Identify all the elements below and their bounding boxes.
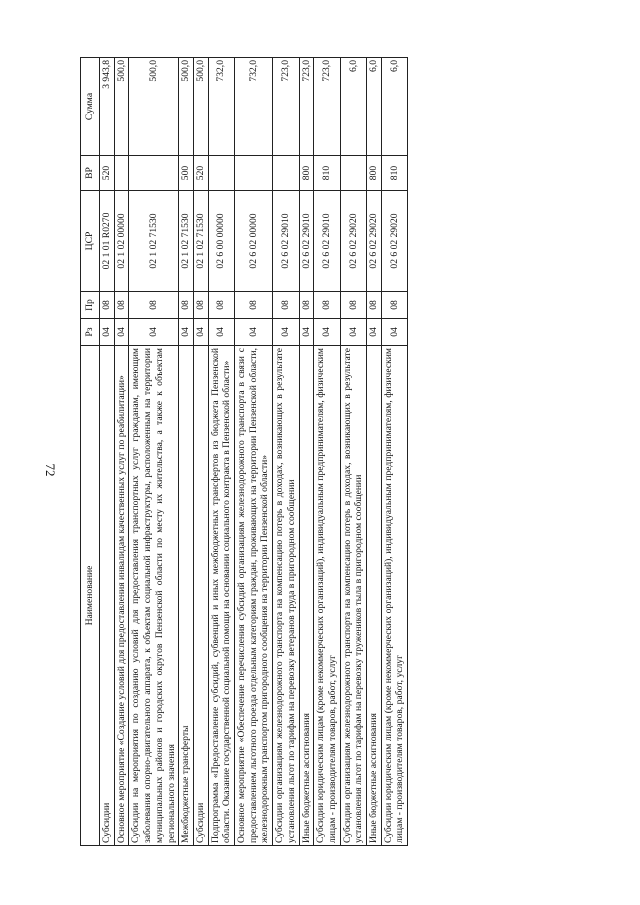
cell-csr: 02 1 02 71530 — [129, 191, 179, 292]
cell-rz: 04 — [100, 319, 115, 346]
cell-rz: 04 — [273, 319, 299, 346]
cell-pr: 08 — [314, 292, 340, 319]
cell-csr: 02 6 02 29020 — [381, 191, 407, 292]
cell-name: Основное мероприятие «Создание условий для предоставления инвалидам качественных услуг по реабилитации» — [114, 346, 129, 846]
cell-pr: 08 — [179, 292, 194, 319]
cell-pr: 08 — [208, 292, 234, 319]
cell-sum: 723,0 — [314, 58, 340, 156]
cell-rz: 04 — [179, 319, 194, 346]
table-row — [367, 58, 382, 846]
cell-csr: 02 6 00 00000 — [208, 191, 234, 292]
cell-csr: 02 6 02 29020 — [367, 191, 382, 292]
cell-name: Субсидии юридическим лицам (кроме некоммерческих организаций), индивидуальным предпринимателям, физическим лицам - производителям товаров, работ, услуг — [314, 346, 340, 846]
cell-name: Субсидии — [100, 346, 115, 846]
table-row — [299, 58, 314, 846]
header-sum: Сумма — [81, 58, 100, 156]
cell-vr — [273, 156, 299, 191]
cell-csr: 02 1 02 71530 — [179, 191, 194, 292]
table-header-row — [81, 58, 100, 846]
cell-name: Субсидии организациям железнодорожного транспорта на компенсацию потерь в доходах, возникающих в результате установления льгот по тарифам на перевозку ветеранов труда в пригородном сообщении — [273, 346, 299, 846]
table-row — [193, 58, 208, 846]
cell-rz: 04 — [314, 319, 340, 346]
cell-sum: 732,0 — [235, 58, 273, 156]
table-row — [381, 58, 407, 846]
cell-name: Субсидии — [193, 346, 208, 846]
cell-rz: 04 — [129, 319, 179, 346]
cell-pr: 08 — [235, 292, 273, 319]
cell-csr: 02 6 02 29010 — [273, 191, 299, 292]
cell-vr: 500 — [179, 156, 194, 191]
table-row — [235, 58, 273, 846]
cell-csr: 02 1 02 71530 — [193, 191, 208, 292]
table-row — [179, 58, 194, 846]
budget-table — [80, 57, 408, 846]
cell-sum: 723,0 — [273, 58, 299, 156]
cell-vr — [235, 156, 273, 191]
cell-vr: 810 — [381, 156, 407, 191]
cell-vr: 800 — [367, 156, 382, 191]
cell-vr — [114, 156, 129, 191]
cell-sum: 500,0 — [114, 58, 129, 156]
rotated-page-content — [80, 58, 574, 846]
cell-pr: 08 — [299, 292, 314, 319]
cell-rz: 04 — [367, 319, 382, 346]
cell-name: Основное мероприятие «Обеспечение перечисления субсидий организациям железнодорожного транспорта в связи с предоставлением льготного проезда отдельным категориям граждан, проживающих на территории Пензенской области, железнодорожным транспортом пригородного сообщения на территории Пензенской области» — [235, 346, 273, 846]
cell-name: Субсидии организациям железнодорожного транспорта на компенсацию потерь в доходах, возникающих в результате установления льгот по тарифам на перевозку тружеников тыла в пригородном сообщении — [340, 346, 366, 846]
cell-vr: 520 — [100, 156, 115, 191]
cell-name: Межбюджетные трансферты — [179, 346, 194, 846]
cell-pr: 08 — [340, 292, 366, 319]
cell-sum: 732,0 — [208, 58, 234, 156]
header-vr: ВР — [81, 156, 100, 191]
cell-rz: 04 — [299, 319, 314, 346]
cell-sum: 723,0 — [299, 58, 314, 156]
cell-name: Иные бюджетные ассигнования — [299, 346, 314, 846]
budget-table-area — [80, 58, 574, 846]
cell-csr: 02 6 02 00000 — [235, 191, 273, 292]
header-csr: ЦСР — [81, 191, 100, 292]
page-number: 72 — [43, 463, 58, 477]
cell-sum: 6,0 — [340, 58, 366, 156]
header-name: Наименование — [81, 346, 100, 846]
cell-name: Субсидии юридическим лицам (кроме некоммерческих организаций), индивидуальным предпринимателям, физическим лицам - производителям товаров, работ, услуг — [381, 346, 407, 846]
cell-name: Иные бюджетные ассигнования — [367, 346, 382, 846]
cell-rz: 04 — [193, 319, 208, 346]
table-row — [100, 58, 115, 846]
cell-sum: 500,0 — [193, 58, 208, 156]
cell-csr: 02 6 02 29010 — [299, 191, 314, 292]
header-rz: Рз — [81, 319, 100, 346]
table-row — [314, 58, 340, 846]
cell-rz: 04 — [208, 319, 234, 346]
table-row — [208, 58, 234, 846]
cell-vr — [129, 156, 179, 191]
table-row — [129, 58, 179, 846]
cell-sum: 500,0 — [179, 58, 194, 156]
cell-rz: 04 — [381, 319, 407, 346]
cell-vr: 520 — [193, 156, 208, 191]
cell-sum: 500,0 — [129, 58, 179, 156]
cell-name: Субсидии на мероприятия по созданию условий для предоставления транспортных услуг гражданам, имеющим заболевания опорно-двигательного аппарата, к объектам социальной инфраструктуры, расположенным на территории муниципальных районов и городских округов Пензенской области по месту их жительства, а также к объектам регионального значения — [129, 346, 179, 846]
cell-vr: 800 — [299, 156, 314, 191]
cell-pr: 08 — [367, 292, 382, 319]
cell-rz: 04 — [114, 319, 129, 346]
cell-sum: 6,0 — [367, 58, 382, 156]
table-row — [114, 58, 129, 846]
table-row — [340, 58, 366, 846]
cell-rz: 04 — [235, 319, 273, 346]
cell-sum: 6,0 — [381, 58, 407, 156]
cell-vr — [208, 156, 234, 191]
cell-csr: 02 1 01 R0270 — [100, 191, 115, 292]
cell-vr — [340, 156, 366, 191]
cell-csr: 02 6 02 29010 — [314, 191, 340, 292]
cell-rz: 04 — [340, 319, 366, 346]
cell-pr: 08 — [100, 292, 115, 319]
cell-pr: 08 — [114, 292, 129, 319]
cell-pr: 08 — [381, 292, 407, 319]
cell-pr: 08 — [273, 292, 299, 319]
cell-csr: 02 6 02 29020 — [340, 191, 366, 292]
cell-name: Подпрограмма «Предоставление субсидий, субвенций и иных межбюджетных трансфертов из бюджета Пензенской области. Оказание государственной социальной помощи на основании социального контракта в Пензенской области» — [208, 346, 234, 846]
cell-csr: 02 1 02 00000 — [114, 191, 129, 292]
cell-pr: 08 — [193, 292, 208, 319]
cell-pr: 08 — [129, 292, 179, 319]
table-row — [273, 58, 299, 846]
cell-sum: 3 943,8 — [100, 58, 115, 156]
cell-vr: 810 — [314, 156, 340, 191]
header-pr: Пр — [81, 292, 100, 319]
